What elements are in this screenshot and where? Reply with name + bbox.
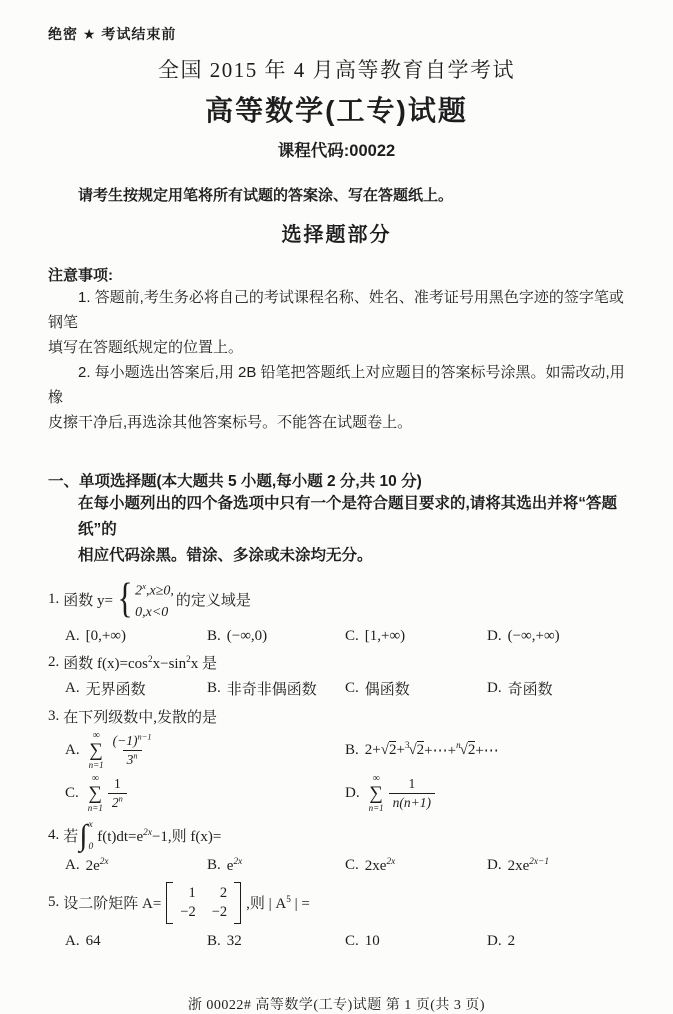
math-text: 2+ (364, 741, 381, 758)
math-text: +⋯+ (424, 742, 457, 759)
math-text: x−sin (152, 655, 187, 672)
matrix-entry: −2 (211, 903, 228, 920)
question-4-stem-suffix (97, 825, 221, 846)
math-text: 2xe (507, 857, 530, 874)
math-text: +⋯ (475, 742, 499, 759)
exponent: x (142, 581, 146, 591)
left-brace: { (117, 576, 133, 623)
option-label: D. (487, 679, 502, 696)
option-b (207, 857, 345, 875)
exponent: 2x (386, 856, 396, 867)
option-text: 32 (226, 932, 242, 949)
course-code: 课程代码:00022 (277, 142, 396, 160)
option-text: 10 (364, 932, 380, 949)
question-3-number: 3. (48, 707, 60, 724)
option-c (345, 628, 487, 645)
matrix-entry: 1 (188, 884, 196, 901)
question-5-stem (48, 882, 625, 924)
option-label: C. (345, 857, 359, 874)
square-root (381, 741, 397, 759)
root-index: 3 (404, 740, 410, 750)
math-text: x 是 (190, 655, 217, 672)
note-1-line-1: 1. 答题前,考生务必将自己的考试课程名称、姓名、准考证号用黑色字迹的签字笔或钢笔 (48, 289, 624, 331)
question-5-stem-suffix (246, 892, 310, 913)
summation-symbol (88, 774, 103, 813)
integral-limits (88, 820, 93, 852)
question-4-options (65, 857, 625, 875)
denominator (123, 750, 142, 769)
summation-symbol (89, 731, 104, 770)
denominator (108, 793, 127, 812)
secrecy-notice: 绝密 ★ 考试结束前 (48, 26, 177, 42)
nth-root (456, 741, 475, 759)
sum-lower-limit: n=1 (368, 802, 384, 813)
radicand: 2 (467, 742, 476, 758)
option-label: C. (345, 932, 359, 949)
part-one-heading: 一、单项选择题(本大题共 5 小题,每小题 2 分,共 10 分) (48, 473, 422, 490)
option-text (227, 857, 242, 875)
definite-integral (79, 820, 96, 852)
option-text: 64 (85, 932, 101, 949)
exponent: 2x (143, 828, 152, 839)
option-c (345, 933, 487, 950)
option-a (65, 857, 207, 875)
question-3-stem (48, 706, 625, 727)
piecewise-row-top (135, 576, 174, 602)
option-b (345, 741, 625, 760)
option-label: D. (345, 784, 360, 801)
option-label: C. (345, 627, 359, 644)
right-bracket (234, 882, 241, 924)
piecewise-function (115, 576, 174, 623)
question-2-options (65, 678, 625, 699)
option-label: D. (487, 627, 502, 644)
option-label: A. (65, 627, 80, 644)
option-label: B. (207, 679, 221, 696)
question-1-stem-prefix: 函数 y= (63, 592, 113, 609)
root-index: n (456, 740, 461, 750)
exam-session-title: 全国 2015 年 4 月高等教育自学考试 (158, 58, 515, 82)
exponent: 5 (286, 895, 291, 906)
matrix-entry: 2 (219, 884, 228, 901)
fraction (109, 732, 156, 768)
option-text: 无界函数 (85, 681, 146, 698)
sum-upper-limit: ∞ (92, 729, 100, 741)
numerator: 1 (408, 776, 416, 792)
question-5-stem-prefix: 设二阶矩阵 A= (63, 896, 162, 913)
option-label: A. (65, 932, 80, 949)
part-one-instruction-line-2: 相应代码涂黑。错涂、多涂或未涂均无分。 (78, 547, 373, 564)
option-label: C. (65, 784, 79, 801)
math-text: ,x≥0, (146, 583, 174, 599)
sum-lower-limit: n=1 (87, 802, 103, 813)
math-text: e (226, 857, 234, 874)
option-label: D. (487, 857, 502, 874)
option-text: 奇函数 (507, 681, 553, 698)
upper-limit: x (88, 819, 93, 830)
page-footer: 浙 00022# 高等数学(工专)试题 第 1 页(共 3 页) (187, 997, 486, 1013)
question-4-number: 4. (48, 827, 60, 844)
math-text: | = (290, 896, 310, 913)
pen-instruction: 请考生按规定用笔将所有试题的答案涂、写在答题纸上。 (78, 187, 454, 204)
option-label: A. (65, 857, 80, 874)
option-label: B. (345, 741, 359, 758)
option-label: A. (65, 741, 80, 758)
option-text (365, 857, 395, 875)
piecewise-row-bottom: 0,x<0 (135, 604, 169, 620)
math-text: −1,则 f(x)= (151, 829, 222, 846)
math-text: (−1) (112, 733, 138, 749)
denominator: n(n+1) (389, 793, 435, 812)
math-text: 2e (85, 857, 100, 874)
question-1-number: 1. (48, 590, 60, 607)
numerator (109, 732, 156, 750)
option-text: (−∞,+∞) (507, 627, 560, 644)
radical-icon: √ (408, 742, 417, 758)
question-5-number: 5. (48, 894, 60, 911)
exponent: 2x−1 (529, 856, 549, 867)
question-3-stem-text: 在下列级数中,发散的是 (63, 709, 218, 726)
question-3 (48, 706, 625, 813)
option-b (207, 678, 345, 699)
question-2-stem (48, 652, 625, 673)
note-2-line-2: 皮擦干净后,再选涂其他答案标号。不能答在试题卷上。 (48, 414, 413, 431)
option-b (207, 933, 345, 950)
math-text: f(t)dt=e (97, 829, 144, 846)
math-text: ,则 | A (246, 896, 287, 913)
question-3-options-row-1 (65, 731, 625, 770)
part-one-instruction-line-1: 在每小题列出的四个备选项中只有一个是符合题目要求的,请将其选出并将“答题纸”的 (78, 495, 618, 538)
note-2-line-1: 2. 每小题选出答案后,用 2B 铅笔把答题纸上对应题目的答案标号涂黑。如需改动,用橡 (48, 364, 625, 406)
math-text: 函数 f(x)=cos (63, 655, 148, 672)
question-5 (48, 882, 625, 950)
option-text: 2 (507, 932, 516, 949)
matrix-entry: −2 (180, 903, 196, 920)
option-text (508, 857, 549, 875)
option-text: (−∞,0) (226, 627, 268, 644)
math-text: 3 (126, 751, 134, 767)
option-label: B. (207, 627, 221, 644)
option-text: [1,+∞) (364, 627, 406, 644)
sum-lower-limit: n=1 (88, 759, 104, 770)
exponent: n−1 (137, 732, 152, 742)
exponent: 2 (186, 654, 191, 665)
option-a (65, 628, 207, 645)
option-a (65, 933, 207, 950)
note-1-line-2: 填写在答题纸规定的位置上。 (48, 339, 244, 356)
exponent: 2x (233, 856, 243, 867)
sigma-icon: ∑ (369, 782, 383, 804)
piecewise-rows (135, 576, 174, 623)
fraction (108, 775, 127, 811)
question-1-stem-suffix: 的定义域是 (175, 592, 251, 609)
left-bracket (166, 882, 173, 924)
exponent: n (118, 794, 123, 804)
question-1-stem (48, 576, 625, 623)
question-1 (48, 576, 625, 645)
exponent: n (133, 751, 138, 761)
option-c (345, 678, 487, 699)
option-label: C. (345, 679, 359, 696)
option-b (207, 628, 345, 645)
matrix (166, 882, 241, 924)
question-2 (48, 652, 625, 699)
lower-limit: 0 (88, 841, 94, 852)
option-d (487, 628, 625, 645)
exponent: 2x (99, 856, 109, 867)
notes-heading: 注意事项: (48, 267, 113, 284)
option-text: 偶函数 (364, 681, 410, 698)
question-2-stem-text (63, 652, 217, 673)
matrix-entries (173, 882, 234, 924)
numerator: 1 (113, 776, 121, 792)
fraction (389, 775, 435, 811)
option-text (86, 857, 109, 875)
radical-icon: √ (459, 742, 468, 758)
math-text: 2 (111, 794, 119, 810)
option-d (345, 774, 625, 813)
radical-icon: √ (380, 742, 389, 758)
option-text: 非奇非偶函数 (226, 681, 317, 698)
option-label: B. (207, 857, 221, 874)
sum-upper-limit: ∞ (91, 772, 99, 784)
question-4 (48, 820, 625, 875)
sigma-icon: ∑ (89, 739, 103, 761)
question-1-options (65, 628, 625, 645)
option-label: B. (207, 932, 221, 949)
option-c (65, 774, 345, 813)
question-3-options-row-2 (65, 774, 625, 813)
question-4-stem (48, 820, 625, 852)
option-text: [0,+∞) (85, 627, 126, 644)
question-4-stem-prefix: 若 (63, 829, 79, 846)
exponent: 2 (147, 654, 153, 665)
radicand: 2 (388, 742, 397, 758)
option-a (65, 731, 345, 770)
math-text: + (396, 741, 405, 758)
question-2-number: 2. (48, 653, 60, 670)
section-title: 选择题部分 (281, 224, 392, 246)
option-label: A. (65, 679, 80, 696)
radicand: 2 (416, 742, 425, 758)
math-text: 2xe (364, 857, 387, 874)
integral-icon: ∫ (79, 818, 88, 852)
option-a (65, 678, 207, 699)
sum-upper-limit: ∞ (372, 772, 380, 784)
option-d (487, 857, 625, 875)
option-label: D. (487, 932, 502, 949)
exam-title: 高等数学(工专)试题 (205, 95, 468, 126)
option-d (487, 933, 625, 950)
question-5-options (65, 933, 625, 950)
option-c (345, 857, 487, 875)
math-text: 2 (135, 583, 143, 599)
option-d (487, 678, 625, 699)
summation-symbol (369, 774, 384, 813)
sigma-icon: ∑ (88, 782, 103, 804)
cube-root (405, 741, 424, 759)
